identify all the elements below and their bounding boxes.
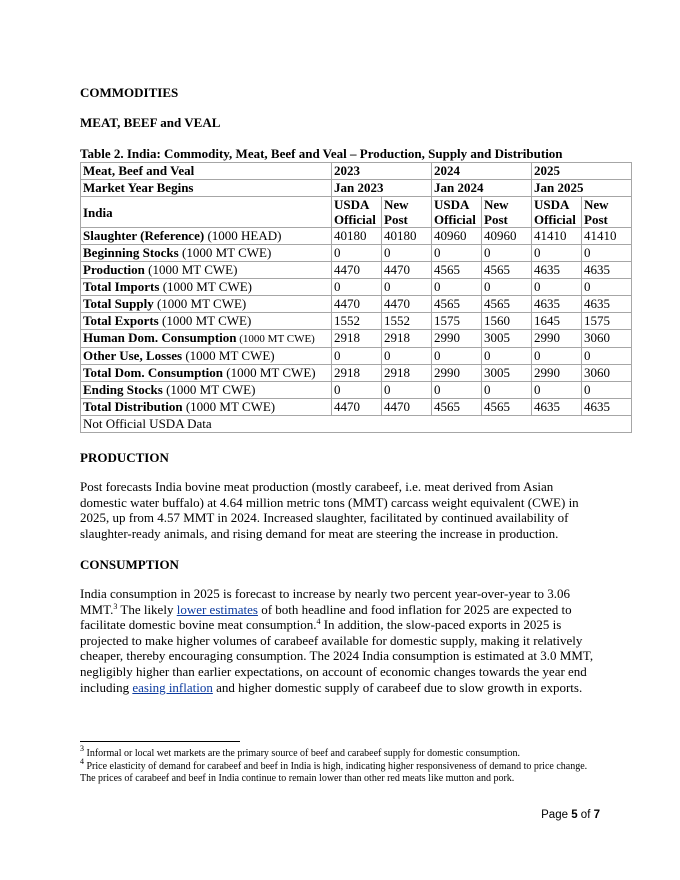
table-row bbox=[81, 365, 632, 382]
table-cell: 2990 bbox=[532, 330, 582, 348]
table-cell: 2990 bbox=[432, 330, 482, 348]
row-label: Beginning Stocks (1000 MT CWE) bbox=[81, 245, 332, 262]
consumption-paragraph: India consumption in 2025 is forecast to increase by nearly two percent year-over-year to 3.06 MMT.$^3$ The likely lower estimates of both headline and food inflation for 2025 are expected to facilitate domestic bovine meat consumption.$^4$ In addition, the slow-paced exports in 2025 is projected to make higher volumes of carabeef available for domestic supply, making it relatively cheaper, thereby encouraging consumption. The 2024 India consumption is estimated at 3.0 MMT, negligibly higher than earlier expectations, on account of economic changes towards the year end including easing inflation and higher domestic supply of carabeef due to slow growth in exports. bbox=[80, 586, 594, 695]
section-heading-meat: MEAT, BEEF and VEAL bbox=[80, 115, 221, 130]
table-cell: 40960 bbox=[482, 228, 532, 245]
table-caption: Table 2. India: Commodity, Meat, Beef and Veal – Production, Supply and Distribution bbox=[80, 146, 563, 161]
row-label: Slaughter (Reference) (1000 HEAD) bbox=[81, 228, 332, 245]
table-row bbox=[81, 262, 632, 279]
table-row bbox=[81, 279, 632, 296]
year-header: 2023 bbox=[332, 163, 432, 180]
table-cell: 2918 bbox=[382, 365, 432, 382]
table-cell: 4470 bbox=[382, 399, 432, 416]
table-cell: 4470 bbox=[382, 262, 432, 279]
production-paragraph: Post forecasts India bovine meat production (mostly carabeef, i.e. meat derived from Asian domestic water buffalo) at 4.64 million metric tons (MMT) carcass weight equivalent (CWE) in 2025, up from 4.57 MMT in 2024. Increased slaughter, facilitated by continued availability of slaughter-ready animals, and rising demand for meat are steering the increase in production. bbox=[80, 479, 579, 541]
table-cell: 0 bbox=[382, 382, 432, 399]
table-cell: 3005 bbox=[482, 365, 532, 382]
table-cell: 0 bbox=[482, 382, 532, 399]
table-cell: 4470 bbox=[332, 296, 382, 313]
table-cell: 0 bbox=[382, 348, 432, 365]
table-header-row bbox=[81, 163, 632, 180]
table-cell: 3060 bbox=[582, 365, 632, 382]
table-cell: 4565 bbox=[482, 399, 532, 416]
table-cell: 4565 bbox=[482, 262, 532, 279]
table-cell: 0 bbox=[332, 382, 382, 399]
table-cell: 4470 bbox=[332, 399, 382, 416]
footnote-ref: 4 bbox=[316, 617, 321, 627]
commodity-label: Meat, Beef and Veal bbox=[81, 163, 332, 180]
column-header-post: New Post bbox=[582, 197, 632, 228]
table-cell: 0 bbox=[582, 382, 632, 399]
section-heading-commodities: COMMODITIES bbox=[80, 85, 179, 100]
table-cell: 0 bbox=[532, 348, 582, 365]
market-year-header: Jan 2025 bbox=[532, 180, 632, 197]
table-cell: 41410 bbox=[582, 228, 632, 245]
year-header: 2025 bbox=[532, 163, 632, 180]
table-cell: 41410 bbox=[532, 228, 582, 245]
table-cell: 4565 bbox=[432, 296, 482, 313]
table-cell: 2990 bbox=[432, 365, 482, 382]
footnote-ref: 3 bbox=[113, 601, 118, 611]
table-cell: 1575 bbox=[432, 313, 482, 330]
table-footnote-row bbox=[81, 416, 632, 433]
table-row bbox=[81, 245, 632, 262]
easing-inflation-link[interactable]: easing inflation bbox=[132, 679, 213, 695]
column-header-post: New Post bbox=[482, 197, 532, 228]
table-cell: 0 bbox=[532, 245, 582, 262]
psd-table bbox=[80, 162, 632, 433]
column-header-usda: USDA Official bbox=[532, 197, 582, 228]
table-cell: 2990 bbox=[532, 365, 582, 382]
row-label: Ending Stocks (1000 MT CWE) bbox=[81, 382, 332, 399]
table-cell: 0 bbox=[332, 245, 382, 262]
table-cell: 1560 bbox=[482, 313, 532, 330]
table-cell: 3060 bbox=[582, 330, 632, 348]
table-cell: 40180 bbox=[382, 228, 432, 245]
table-row bbox=[81, 399, 632, 416]
table-cell: 0 bbox=[432, 348, 482, 365]
table-cell: 0 bbox=[332, 279, 382, 296]
table-cell: 0 bbox=[382, 279, 432, 296]
footnote-4: $^4$ Price elasticity of demand for carabeef and beef in India is high, indicating higher responsiveness of demand to price change. The prices of carabeef and beef in India continue to remain lower than other red meats like mutton and pork. bbox=[80, 757, 588, 785]
table-cell: 1575 bbox=[582, 313, 632, 330]
row-label: Total Exports (1000 MT CWE) bbox=[81, 313, 332, 330]
table-cell: 40180 bbox=[332, 228, 382, 245]
row-label: Total Distribution (1000 MT CWE) bbox=[81, 399, 332, 416]
table-cell: 40960 bbox=[432, 228, 482, 245]
lower-estimates-link[interactable]: lower estimates bbox=[176, 601, 258, 617]
table-cell: 0 bbox=[382, 245, 432, 262]
table-cell: 0 bbox=[482, 279, 532, 296]
table-cell: 0 bbox=[532, 382, 582, 399]
row-label: Total Imports (1000 MT CWE) bbox=[81, 279, 332, 296]
table-cell: 0 bbox=[482, 245, 532, 262]
table-cell: 2918 bbox=[332, 365, 382, 382]
market-year-label: Market Year Begins bbox=[81, 180, 332, 197]
table-cell: 0 bbox=[582, 279, 632, 296]
table-cell: 4635 bbox=[532, 399, 582, 416]
table-cell: 0 bbox=[482, 348, 532, 365]
table-row bbox=[81, 296, 632, 313]
row-label: Other Use, Losses (1000 MT CWE) bbox=[81, 348, 332, 365]
table-row bbox=[81, 228, 632, 245]
table-cell: 2918 bbox=[382, 330, 432, 348]
table-footnote: Not Official USDA Data bbox=[81, 416, 632, 433]
column-header-post: New Post bbox=[382, 197, 432, 228]
table-cell: 2918 bbox=[332, 330, 382, 348]
market-year-header: Jan 2024 bbox=[432, 180, 532, 197]
table-cell: 4635 bbox=[532, 262, 582, 279]
table-cell: 1645 bbox=[532, 313, 582, 330]
table-header-row bbox=[81, 180, 632, 197]
row-label: Human Dom. Consumption (1000 MT CWE) bbox=[81, 330, 332, 348]
row-label: Total Dom. Consumption (1000 MT CWE) bbox=[81, 365, 332, 382]
footnote-3: $^3$ Informal or local wet markets are the primary source of beef and carabeef supply for domestic consumption. bbox=[80, 744, 520, 759]
page-number: Page 5 of 7 bbox=[541, 809, 600, 821]
row-label: Production (1000 MT CWE) bbox=[81, 262, 332, 279]
table-cell: 0 bbox=[532, 279, 582, 296]
table-cell: 4565 bbox=[432, 399, 482, 416]
table-row bbox=[81, 382, 632, 399]
market-year-header: Jan 2023 bbox=[332, 180, 432, 197]
column-header-usda: USDA Official bbox=[332, 197, 382, 228]
country-label: India bbox=[81, 197, 332, 228]
table-cell: 0 bbox=[332, 348, 382, 365]
table-cell: 4635 bbox=[582, 399, 632, 416]
table-cell: 4565 bbox=[432, 262, 482, 279]
table-cell: 0 bbox=[582, 348, 632, 365]
table-cell: 1552 bbox=[382, 313, 432, 330]
table-cell: 0 bbox=[432, 382, 482, 399]
table-cell: 4470 bbox=[382, 296, 432, 313]
table-header-row bbox=[81, 197, 632, 228]
table-row bbox=[81, 330, 632, 348]
table-cell: 4635 bbox=[582, 262, 632, 279]
footnote-divider bbox=[80, 741, 240, 742]
table-cell: 4470 bbox=[332, 262, 382, 279]
table-row bbox=[81, 313, 632, 330]
section-heading-production: PRODUCTION bbox=[80, 450, 169, 465]
table-cell: 0 bbox=[432, 245, 482, 262]
table-cell: 4635 bbox=[532, 296, 582, 313]
year-header: 2024 bbox=[432, 163, 532, 180]
table-cell: 3005 bbox=[482, 330, 532, 348]
column-header-usda: USDA Official bbox=[432, 197, 482, 228]
table-cell: 4565 bbox=[482, 296, 532, 313]
table-row bbox=[81, 348, 632, 365]
table-cell: 4635 bbox=[582, 296, 632, 313]
table-cell: 0 bbox=[582, 245, 632, 262]
row-label: Total Supply (1000 MT CWE) bbox=[81, 296, 332, 313]
table-cell: 0 bbox=[432, 279, 482, 296]
section-heading-consumption: CONSUMPTION bbox=[80, 557, 179, 572]
table-cell: 1552 bbox=[332, 313, 382, 330]
